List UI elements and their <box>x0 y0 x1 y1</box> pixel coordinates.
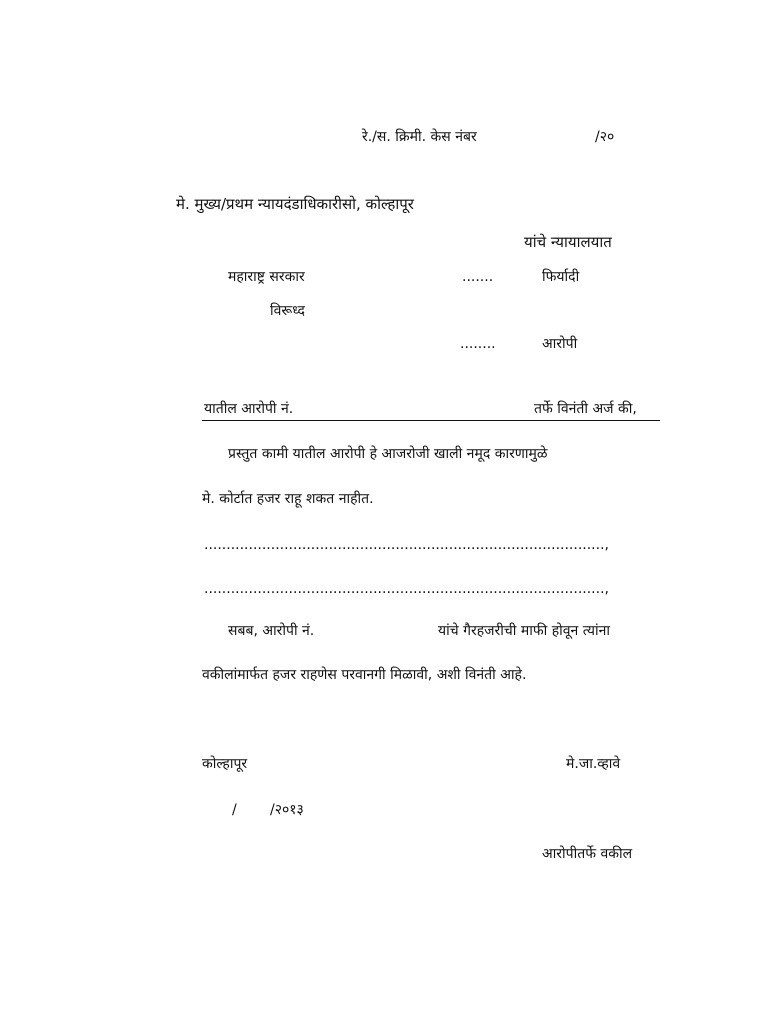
court-suffix: यांचे न्यायालयात <box>524 233 612 251</box>
date-separator: / <box>232 802 237 818</box>
body-line-4: वकीलांमार्फत हजर राहणेस परवानगी मिळावी, अशी विनंती आहे. <box>202 667 527 683</box>
court-addressee: मे. मुख्य/प्रथम न्यायदंडाधिकारीसो, कोल्हापूर <box>176 195 414 213</box>
place-name: कोल्हापूर <box>202 756 248 772</box>
blank-line-1: .........................................................................................., <box>204 537 609 553</box>
versus-label: विरूध्द <box>270 303 305 319</box>
subject-left: यातील आरोपी नं. <box>204 401 294 417</box>
complainant-role: फिर्यादी <box>542 269 580 285</box>
body-line-3-left: सबब, आरोपी नं. <box>228 623 315 639</box>
accused-role: आरोपी <box>542 336 578 352</box>
subject-right: तर्फे विनंती अर्ज की, <box>534 401 637 417</box>
accused-dots: ........ <box>460 336 496 352</box>
subject-underline <box>202 420 660 421</box>
complainant-name: महाराष्ट्र सरकार <box>228 269 305 285</box>
date-year: /२०१३ <box>270 802 304 818</box>
blank-line-2: .........................................................................................., <box>204 581 609 597</box>
signatory: आरोपीतर्फे वकील <box>542 846 633 862</box>
body-line-1: प्रस्तुत कामी यातील आरोपी हे आजरोजी खाली नमूद कारणामुळे <box>228 446 548 462</box>
case-number-label: रे./स. क्रिमी. केस नंबर <box>362 129 477 145</box>
body-line-3-right: यांचे गैरहजरीची माफी होवून त्यांना <box>438 623 610 639</box>
complainant-dots: ....... <box>462 269 494 285</box>
closing-remark: मे.जा.व्हावे <box>566 756 621 772</box>
body-line-2: मे. कोर्टात हजर राहू शकत नाहीत. <box>202 491 374 507</box>
case-year: /२० <box>595 129 615 145</box>
